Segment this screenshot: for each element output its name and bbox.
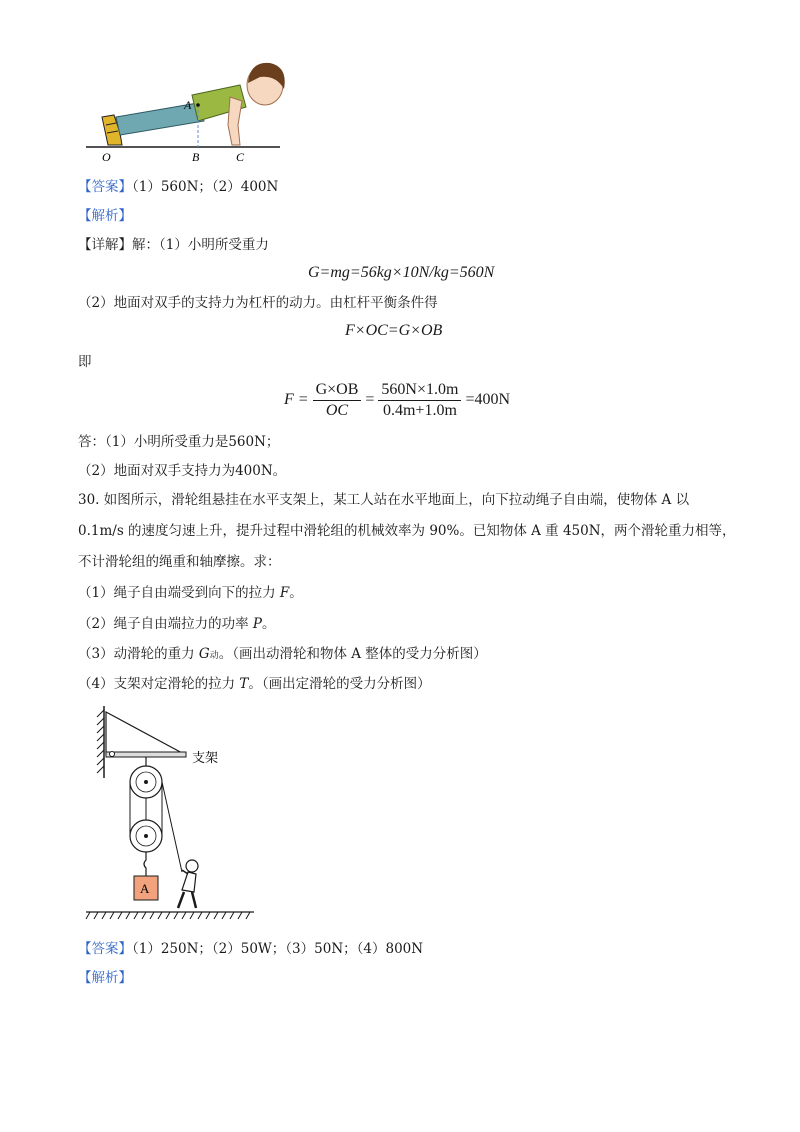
q1-text: （1）绳子自由端受到向下的拉力	[78, 585, 280, 601]
q2-var: P	[252, 616, 262, 632]
fraction-1	[313, 380, 362, 421]
fraction-2	[378, 380, 461, 421]
fraction-1-den: OC	[325, 402, 349, 419]
q30-sub-3	[78, 644, 487, 666]
q29-answer-1: 答：（1）小明所受重力是560N；	[78, 434, 280, 450]
q2-end: 。	[261, 616, 276, 632]
q30-stem-3: 不计滑轮组的绳重和轴摩擦。求：	[78, 554, 281, 570]
eq3-equals: =	[365, 391, 375, 409]
label-o: O	[102, 150, 111, 164]
q4-end: 。（画出定滑轮的受力分析图）	[248, 676, 431, 692]
analysis-tag: 【解析】	[78, 208, 132, 224]
fraction-2-num: 560N×1.0m	[378, 380, 461, 401]
q30-analysis-tag: 【解析】	[78, 970, 132, 986]
worker-body	[182, 872, 196, 892]
q2-text: （2）绳子自由端拉力的功率	[78, 616, 253, 632]
q29-step2: （2）地面对双手的支持力为杠杆的动力。由杠杆平衡条件得	[78, 295, 438, 311]
answer-text: （1）560N；（2）400N	[132, 179, 279, 195]
pushup-figure	[80, 55, 290, 170]
q1-end: 。	[289, 585, 303, 601]
label-c: C	[236, 150, 245, 164]
pulley-figure	[84, 704, 264, 926]
label-a: A	[184, 98, 192, 112]
q1-var: F	[279, 585, 290, 601]
worker-head	[186, 860, 198, 872]
q29-analysis	[78, 206, 132, 226]
q30-answer	[78, 939, 423, 959]
q29-answer-2: （2）地面对双手支持力为400N。	[78, 463, 287, 479]
q30-sub-1	[78, 583, 303, 603]
detail-tag: 【详解】	[78, 237, 132, 253]
answer-tag: 【答案】	[78, 179, 132, 195]
fraction-1-num: G×OB	[313, 380, 362, 401]
q3-text: （3）动滑轮的重力	[78, 646, 199, 662]
fraction-2-den: 0.4m+1.0m	[382, 402, 457, 419]
bracket	[106, 712, 184, 754]
q3-var: G	[198, 646, 210, 662]
eq3-result: =400N	[465, 391, 511, 409]
q29-detail	[78, 235, 269, 255]
equation-force	[284, 380, 510, 421]
q30-stem-1: 30. 如图所示，滑轮组悬挂在水平支架上，某工人站在水平地面上，向下拉动绳子自由端，使物体 A 以	[78, 492, 690, 508]
q3-sub: 动	[209, 651, 219, 661]
label-b: B	[192, 150, 200, 164]
q30-sub-2	[78, 614, 275, 634]
free-rope	[162, 782, 182, 872]
equation-lever: F×OC=G×OB	[345, 322, 443, 339]
q30-stem-2: 0.1m/s 的速度匀速上升，提升过程中滑轮组的机械效率为 90%。已知物体 A 重 450N，两个滑轮重力相等，	[78, 523, 736, 539]
arm	[228, 97, 242, 145]
block-label: A	[140, 881, 150, 896]
q30-answer-text: （1）250N；（2）50W；（3）50N；（4）800N	[132, 941, 424, 957]
point-a	[196, 103, 200, 107]
q4-text: （4）支架对定滑轮的拉力	[78, 676, 240, 692]
q4-var: T	[239, 676, 249, 692]
detail-intro: 解：（1）小明所受重力	[132, 237, 269, 253]
q30-sub-4	[78, 674, 431, 694]
q3-end: 。（画出动滑轮和物体 A 整体的受力分析图）	[218, 646, 487, 662]
eq3-lhs: F =	[284, 391, 309, 409]
q29-answer	[78, 177, 278, 197]
equation-gravity: G=mg=56kg×10N/kg=560N	[308, 264, 495, 281]
ji-label: 即	[78, 354, 92, 370]
q30-analysis	[78, 968, 132, 988]
q30-answer-tag: 【答案】	[78, 941, 132, 957]
bracket-label: 支架	[192, 750, 219, 765]
